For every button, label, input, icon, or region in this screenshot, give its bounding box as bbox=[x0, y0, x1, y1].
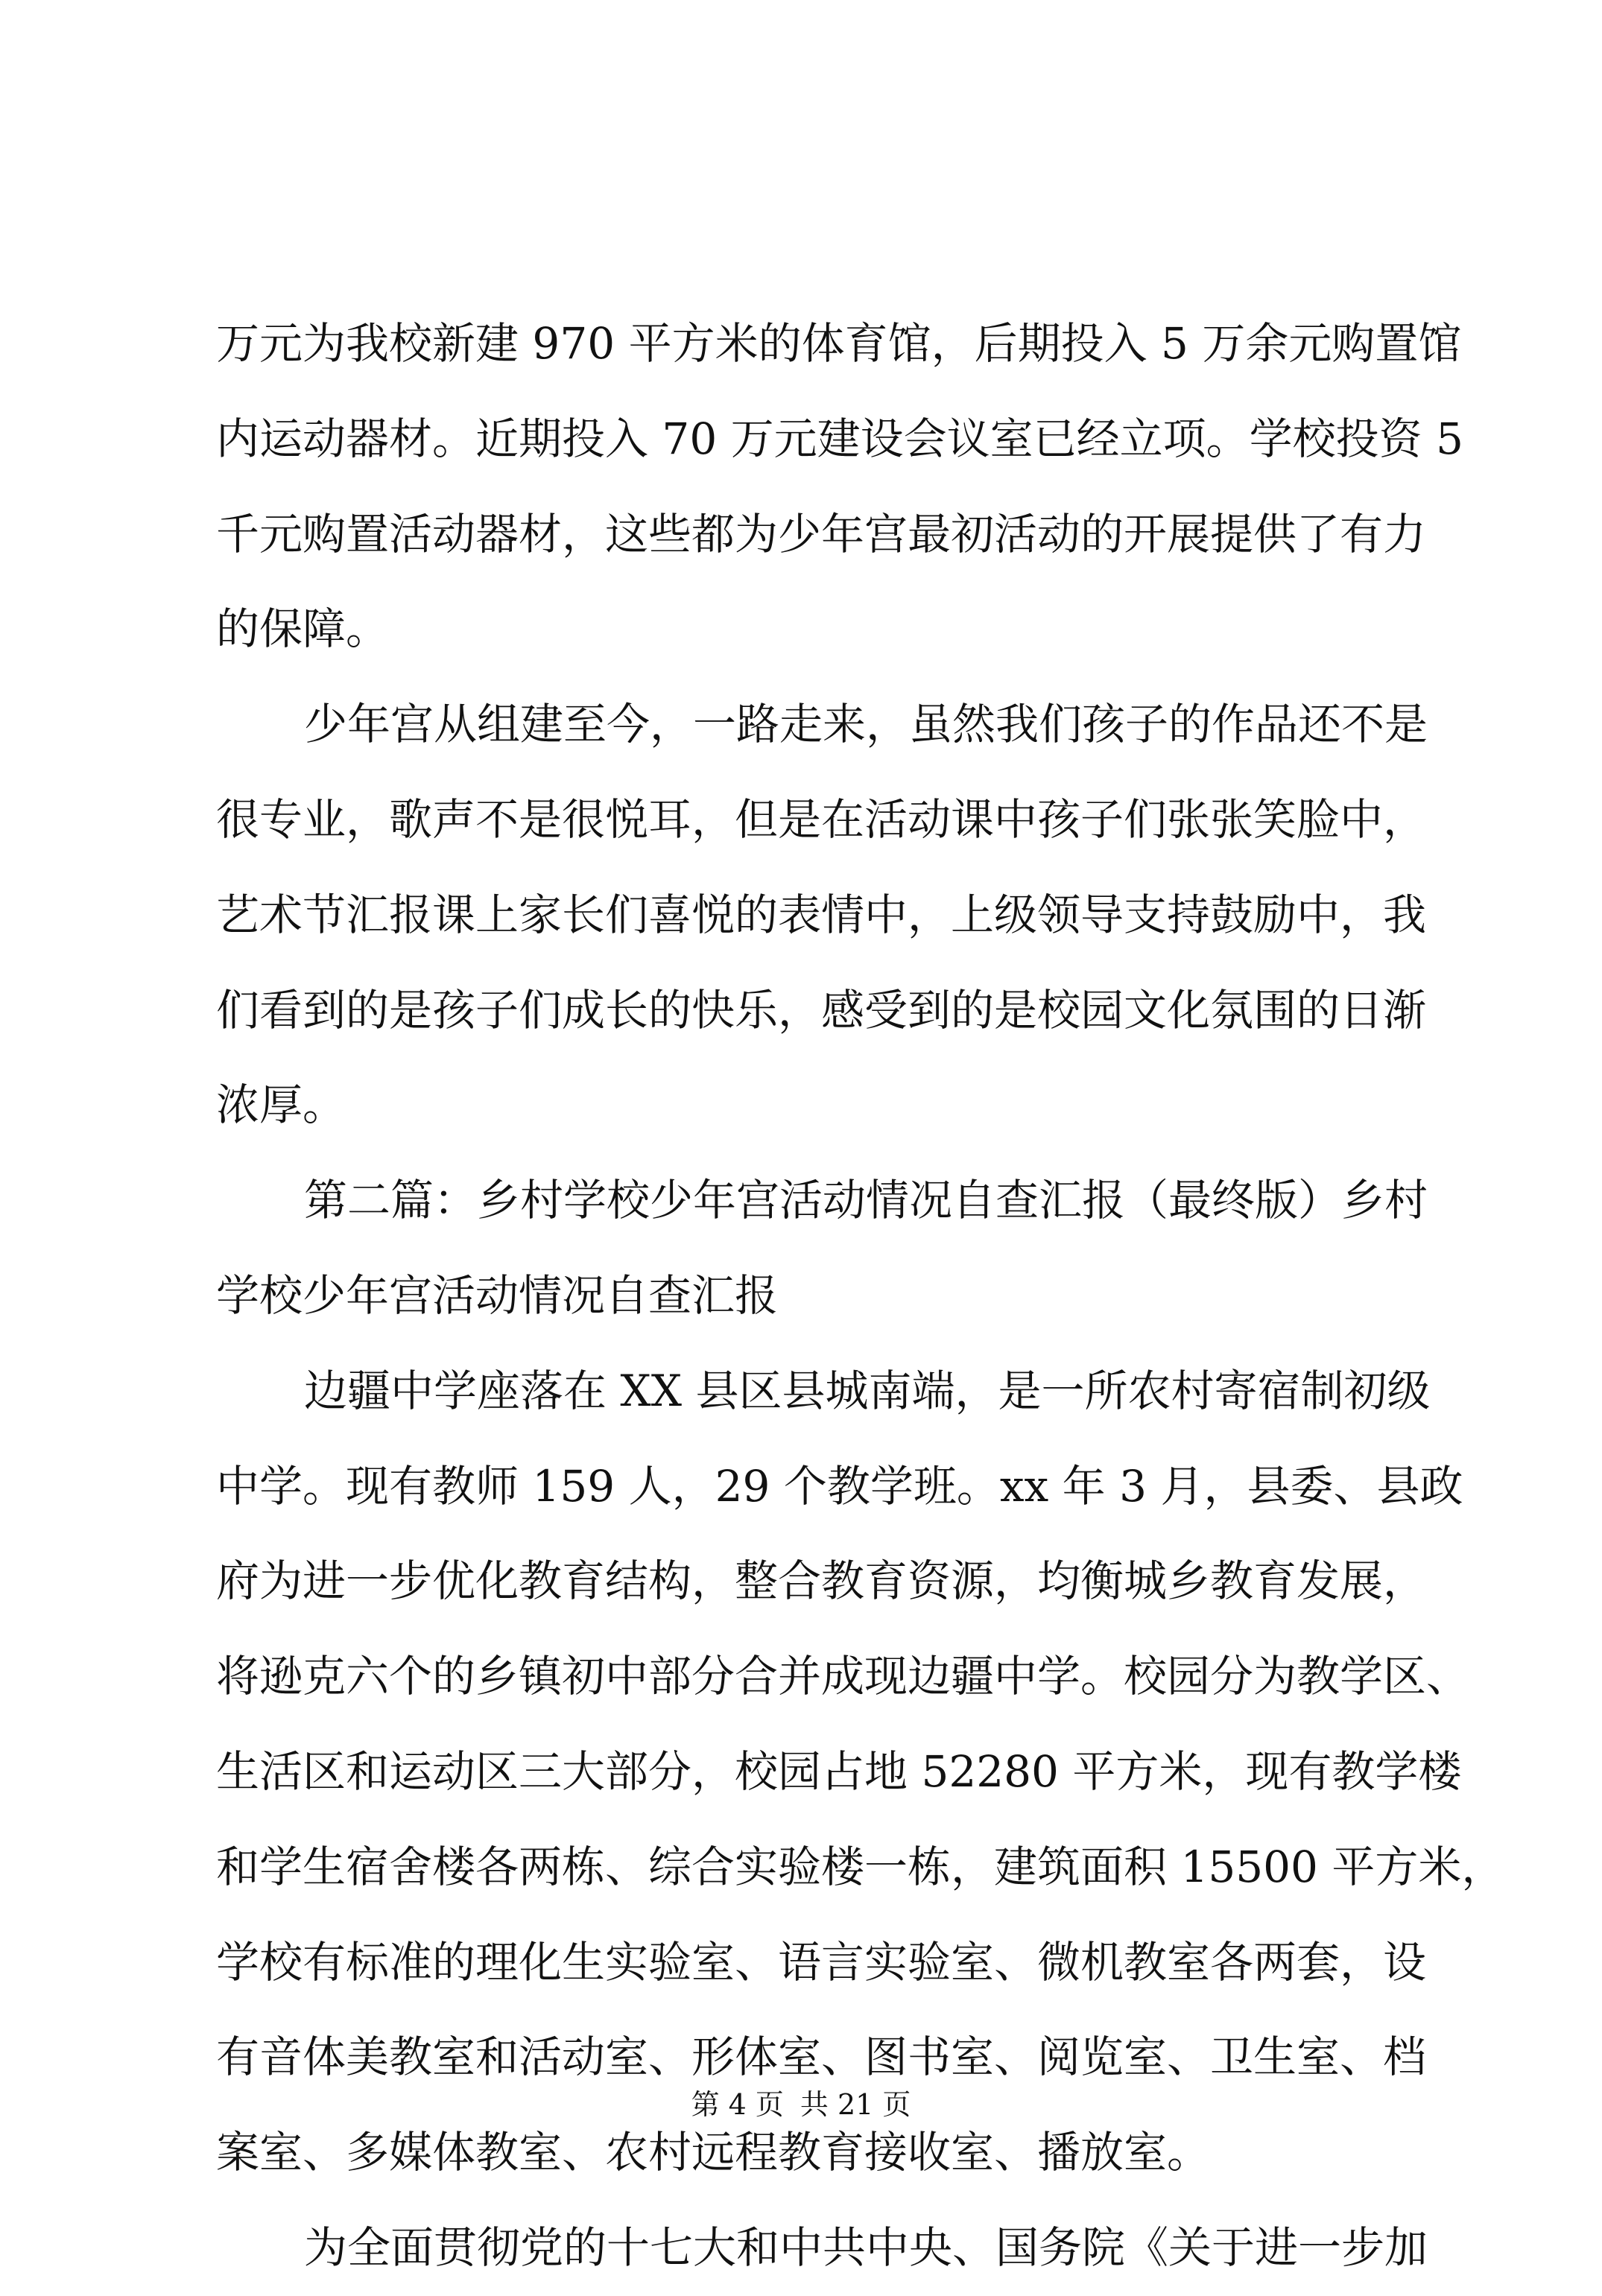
paragraph-first-line: 边疆中学座落在 XX 县区县城南端，是一所农村寄宿制初级 bbox=[304, 1365, 1431, 1416]
paragraph-first-line: 为全面贯彻党的十七大和中共中央、国务院《关于进一步加 bbox=[304, 2222, 1428, 2273]
page-number: 第 4 页 bbox=[691, 2088, 784, 2121]
text-line: 内运动器材。近期投入 70 万元建设会议室已经立项。学校投资 5 bbox=[216, 413, 1464, 464]
text-line: 生活区和运动区三大部分，校园占地 52280 平方米，现有教学楼 bbox=[216, 1745, 1462, 1797]
text-line: 和学生宿舍楼各两栋、综合实验楼一栋，建筑面积 15500 平方米， bbox=[216, 1841, 1505, 1892]
text-line: 府为进一步优化教育结构，整合教育资源，均衡城乡教育发展， bbox=[216, 1555, 1427, 1607]
text-line: 的保障。 bbox=[216, 603, 390, 655]
text-line: 将逊克六个的乡镇初中部分合并成现边疆中学。校园分为教学区、 bbox=[216, 1651, 1470, 1702]
page-footer bbox=[0, 2086, 1602, 2123]
paragraph-first-line: 少年宫从组建至今，一路走来，虽然我们孩子的作品还不是 bbox=[304, 699, 1428, 750]
section-heading-line: 学校少年宫活动情况自查汇报 bbox=[216, 1269, 779, 1321]
text-line: 千元购置活动器材，这些都为少年宫最初活动的开展提供了有力 bbox=[216, 508, 1427, 559]
text-line: 很专业，歌声不是很悦耳，但是在活动课中孩子们张张笑脸中， bbox=[216, 793, 1427, 845]
page-total: 共 21 页 bbox=[800, 2088, 911, 2121]
section-heading-line: 第二篇：乡村学校少年宫活动情况自查汇报（最终版）乡村 bbox=[304, 1175, 1428, 1226]
text-line: 万元为我校新建 970 平方米的体育馆，后期投入 5 万余元购置馆 bbox=[216, 318, 1462, 369]
text-line: 案室、多媒体教室、农村远程教育接收室、播放室。 bbox=[216, 2127, 1211, 2178]
text-line: 艺术节汇报课上家长们喜悦的表情中，上级领导支持鼓励中，我 bbox=[216, 889, 1427, 940]
text-line: 浓厚。 bbox=[216, 1079, 346, 1131]
text-line: 学校有标准的理化生实验室、语言实验室、微机教室各两套，设 bbox=[216, 1936, 1427, 1988]
text-line: 中学。现有教师 159 人，29 个教学班。xx 年 3 月，县委、县政 bbox=[216, 1460, 1463, 1512]
text-line: 有音体美教室和活动室、形体室、图书室、阅览室、卫生室、档 bbox=[216, 2032, 1427, 2083]
text-line: 们看到的是孩子们成长的快乐，感受到的是校园文化氛围的日渐 bbox=[216, 984, 1427, 1036]
document-body bbox=[216, 296, 1505, 2296]
